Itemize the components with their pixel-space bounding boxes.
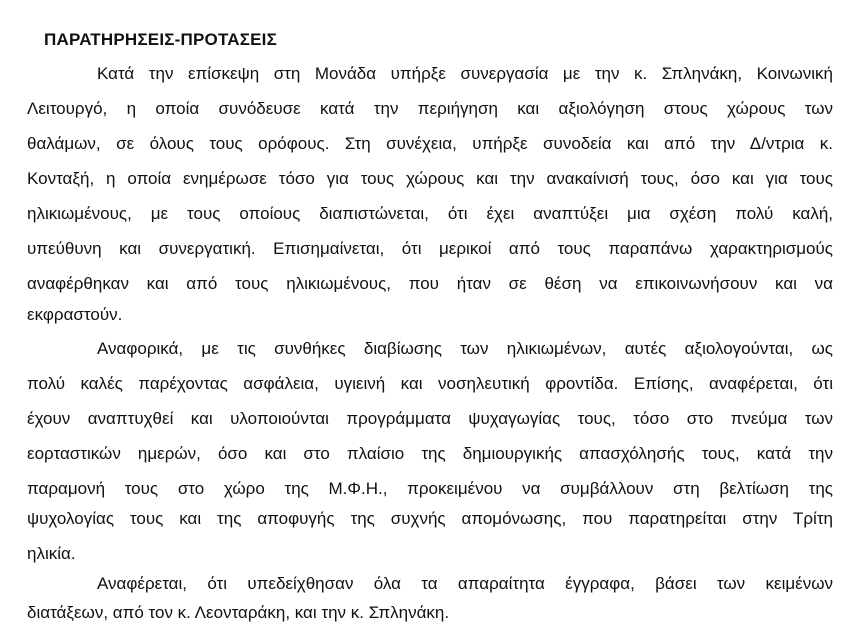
paragraph-3-line-2: διατάξεων, από τον κ. Λεονταράκη, και την κ. Σπληνάκη. [27,603,450,622]
paragraph-2-line-3: έχουν αναπτυχθεί και υλοποιούνται προγράμματα ψυχαγωγίας τους, τόσο στο πνεύμα των [27,409,833,428]
paragraph-1-line-4: Κονταξή, η οποία ενημέρωσε τόσο για τους χώρους και την ανακαίνισή τους, όσο και για τους [27,169,833,188]
paragraph-1-line-8: εκφραστούν. [27,305,123,324]
section-heading: ΠΑΡΑΤΗΡΗΣΕΙΣ-ΠΡΟΤΑΣΕΙΣ [44,30,278,49]
paragraph-3-line-1: Αναφέρεται, ότι υπεδείχθησαν όλα τα απαραίτητα έγγραφα, βάσει των κειμένων [97,574,833,593]
paragraph-1-line-7: αναφέρθηκαν και από τους ηλικιωμένους, που ήταν σε θέση να επικοινωνήσουν και να [27,274,833,293]
paragraph-1-line-2: Λειτουργό, η οποία συνόδευσε κατά την περιήγηση και αξιολόγηση στους χώρους των [27,99,833,118]
paragraph-2-line-7: ηλικία. [27,544,76,563]
paragraph-1-line-1: Κατά την επίσκεψη στη Μονάδα υπήρξε συνεργασία με την κ. Σπληνάκη, Κοινωνική [97,64,833,83]
paragraph-2-line-4: εορταστικών ημερών, όσο και στο πλαίσιο της δημιουργικής απασχόλησής τους, κατά την [27,444,833,463]
paragraph-1-line-3: θαλάμων, σε όλους τους ορόφους. Στη συνέχεια, υπήρξε συνοδεία και από την Δ/ντρια κ. [27,134,833,153]
paragraph-2-line-6: ψυχολογίας τους και της αποφυγής της συχνής απομόνωσης, που παρατηρείται στην Τρίτη [27,509,833,528]
paragraph-2-line-1: Αναφορικά, με τις συνθήκες διαβίωσης των ηλικιωμένων, αυτές αξιολογούνται, ως [97,339,833,358]
paragraph-2-line-2: πολύ καλές παρέχοντας ασφάλεια, υγιεινή και νοσηλευτική φροντίδα. Επίσης, αναφέρεται, ότι [27,374,833,393]
paragraph-1-line-6: υπεύθυνη και συνεργατική. Επισημαίνεται, ότι μερικοί από τους παραπάνω χαρακτηρισμούς [27,239,833,258]
paragraph-1-line-5: ηλικιωμένους, με τους οποίους διαπιστώνεται, ότι έχει αναπτύξει μια σχέση πολύ καλή, [27,204,833,223]
paragraph-2-line-5: παραμονή τους στο χώρο της Μ.Φ.Η., προκειμένου να συμβάλλουν στη βελτίωση της [27,479,833,498]
